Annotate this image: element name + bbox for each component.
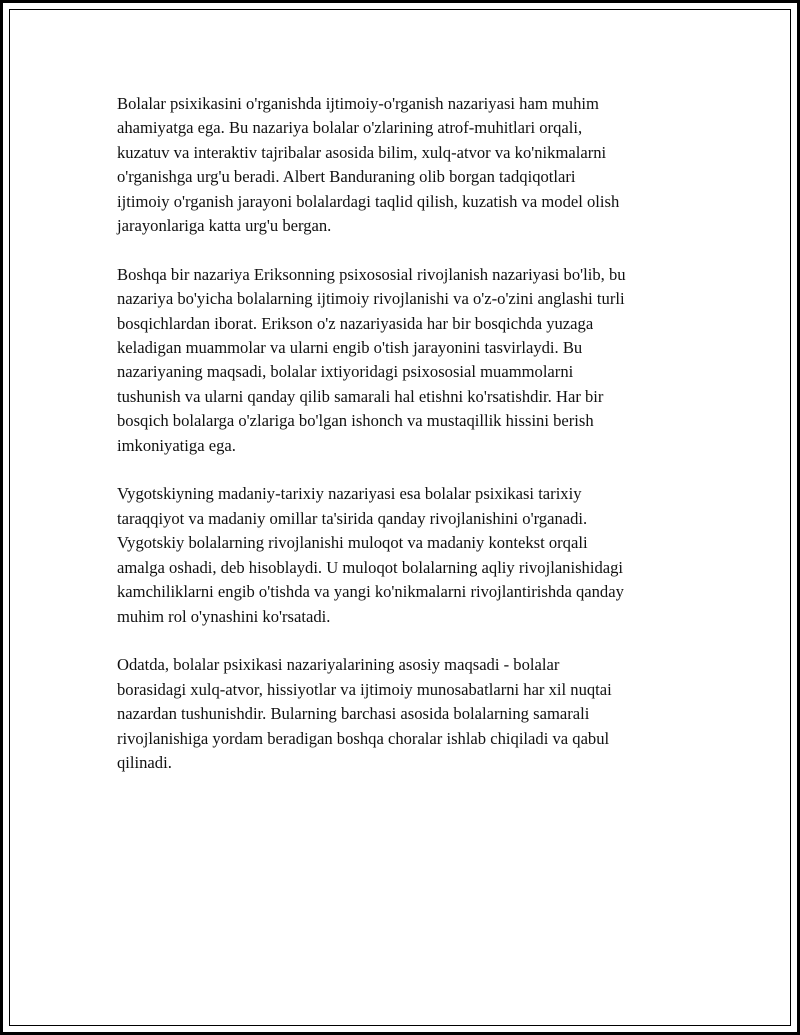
paragraph-vygotsky: Vygotskiyning madaniy-tarixiy nazariyasi esa bolalar psixikasi tarixiy taraqqiyot va madaniy omillar ta'sirida qanday rivojlanishini o'rganadi. Vygotskiy bolalarning rivojlanishi muloqot va madaniy kontekst orqali amalga oshadi, deb hisoblaydi. U muloqot bolalarning aqliy rivojlanishidagi kamchiliklarni engib o'tishda va yangi ko'nikmalarni rivojlantirishda qanday muhim rol o'ynashini ko'rsatadi.	[117, 484, 624, 626]
paragraph-erikson: Boshqa bir nazariya Eriksonning psixososial rivojlanish nazariyasi bo'lib, bu nazariya bo'yicha bolalarning ijtimoiy rivojlanishi va o'z-o'zini anglashi turli bosqichlardan iborat. Erikson o'z nazariyasida har bir bosqichda yuzaga keladigan muammolar va ularni engib o'tish jarayonini tasvirlaydi. Bu nazariyaning maqsadi, bolalar ixtiyoridagi psixososial muammolarni tushunish va ularni qanday qilib samarali hal etishni ko'rsatishdir. Har bir bosqich bolalarga o'zlariga bo'lgan ishonch va mustaqillik hissini berish imkoniyatiga ega.	[117, 264, 626, 455]
paragraph-conclusion: Odatda, bolalar psixikasi nazariyalarining asosiy maqsadi - bolalar borasidagi xulq-atvor, hissiyotlar va ijtimoiy munosabatlarni har xil nuqtai nazardan tushunishdir. Bularning barchasi asosida bolalarning samarali rivojlanishiga yordam beradigan boshqa choralar ishlab chiqiladi va qabul qilinadi.	[117, 655, 612, 772]
paragraph-social-learning: Bolalar psixikasini o'rganishda ijtimoiy-o'rganish nazariyasi ham muhim ahamiyatga ega. Bu nazariya bolalar o'zlarining atrof-muhitlari orqali, kuzatuv va interaktiv tajribalar asosida bilim, xulq-atvor va ko'nikmalarni o'rganishga urg'u beradi. Albert Banduraning olib borgan tadqiqotlari ijtimoiy o'rganish jarayoni bolalardagi taqlid qilish, kuzatish va model olish jarayonlariga katta urg'u bergan.	[117, 94, 620, 236]
document-body	[117, 92, 692, 800]
